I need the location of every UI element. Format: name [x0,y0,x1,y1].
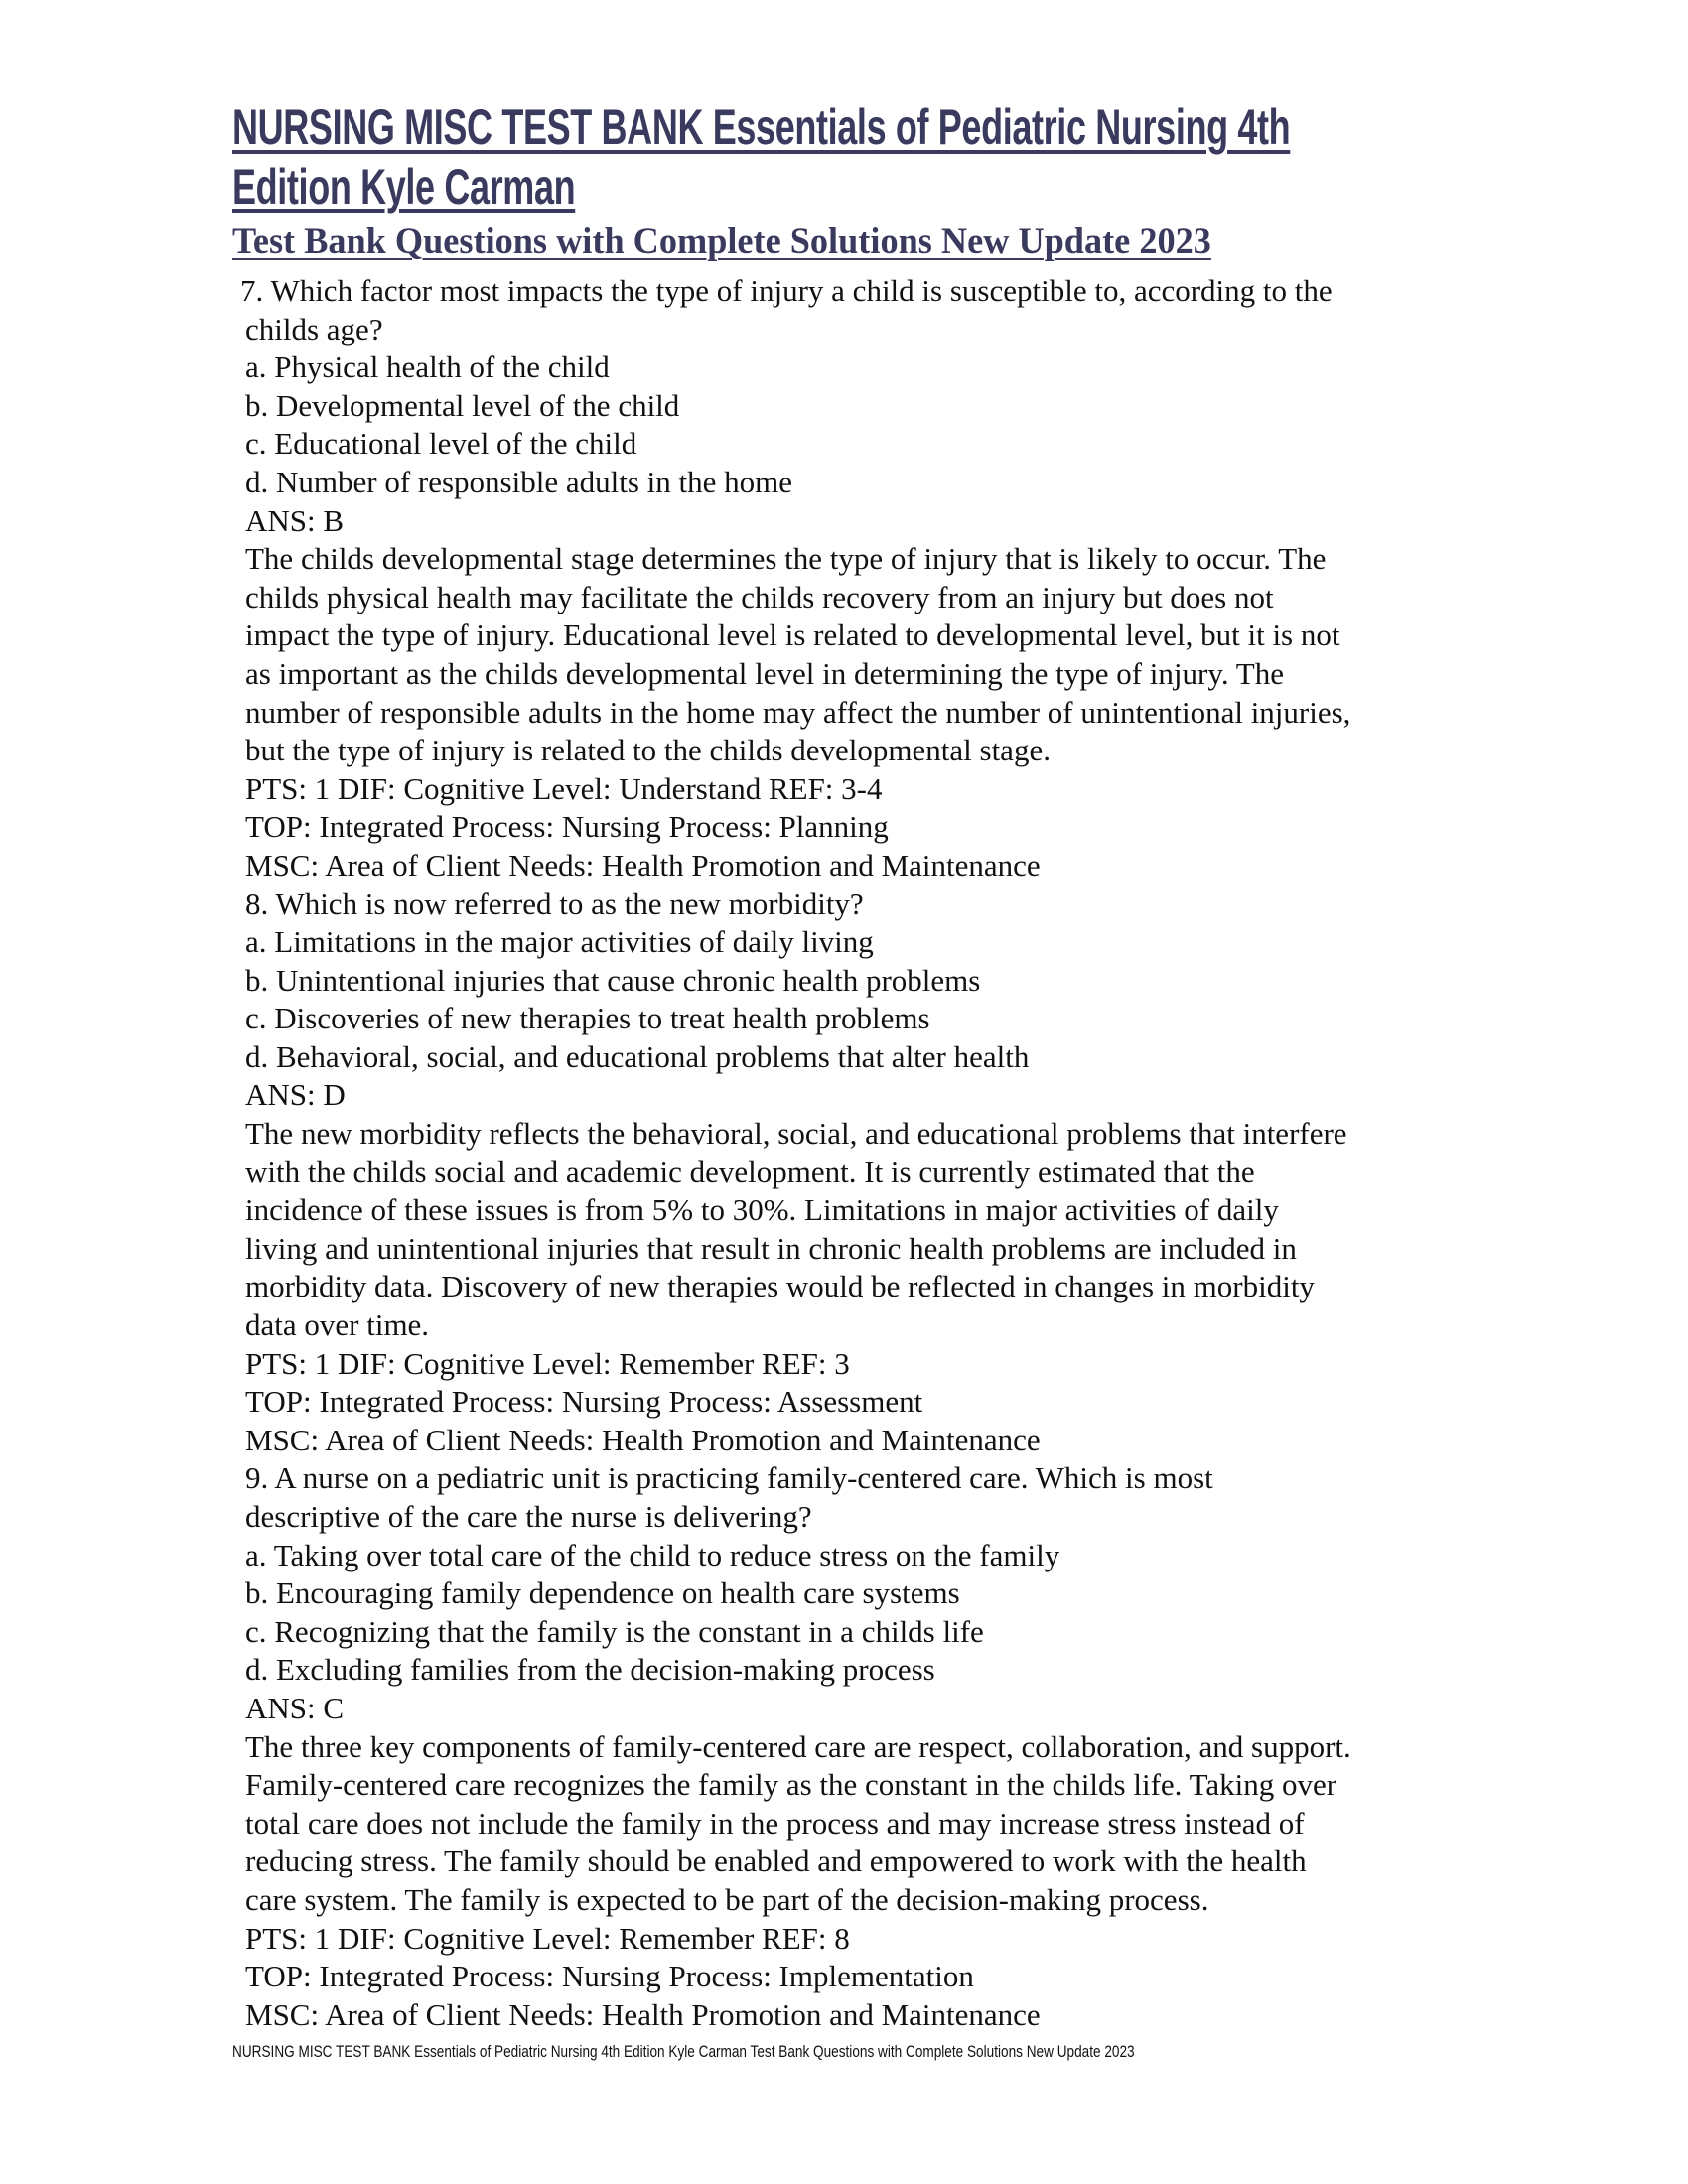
text-line: with the childs social and academic development. It is currently estimated that the [245,1154,1255,1189]
question-metadata: PTS: 1 DIF: Cognitive Level: Remember REF: 3 [245,1345,850,1381]
text-line: impact the type of injury. Educational level is related to developmental level, but it is not [245,617,1340,653]
answer-option: a. Physical health of the child [245,349,610,385]
text-line: The new morbidity reflects the behavioral, social, and educational problems that interfere [245,1116,1347,1152]
question-stem: 8. Which is now referred to as the new morbidity? [245,886,864,921]
answer-option: b. Developmental level of the child [245,387,680,423]
text-line: care system. The family is expected to be part of the decision-making process. [245,1881,1209,1917]
answer-option: a. Limitations in the major activities of daily living [245,924,874,960]
answer-option: a. Taking over total care of the child to reduce stress on the family [245,1537,1060,1572]
question-stem: 7. Which factor most impacts the type of injury a child is susceptible to, according to the [240,273,1333,308]
page-footer: NURSING MISC TEST BANK Essentials of Pediatric Nursing 4th Edition Kyle Carman Test Bank Questions with Complete Solutions New Update 2023 [232,2042,1135,2061]
text-line: number of responsible adults in the home may affect the number of unintentional injuries, [245,694,1351,730]
question-metadata: TOP: Integrated Process: Nursing Process: Planning [245,809,889,845]
text-line: but the type of injury is related to the childs developmental stage. [245,733,1051,768]
text-line: The three key components of family-centered care are respect, collaboration, and support. [245,1728,1351,1764]
answer-option: b. Unintentional injuries that cause chronic health problems [245,962,981,998]
text-line: Family-centered care recognizes the family as the constant in the childs life. Taking over [245,1767,1337,1803]
text-line: The childs developmental stage determines the type of injury that is likely to occur. The [245,541,1327,577]
answer-option: d. Excluding families from the decision-making process [245,1652,935,1688]
question-metadata: MSC: Area of Client Needs: Health Promotion and Maintenance [245,847,1041,883]
text-line: living and unintentional injuries that result in chronic health problems are included in [245,1230,1297,1266]
question-metadata: MSC: Area of Client Needs: Health Promotion and Maintenance [245,1996,1041,2032]
answer-key: ANS: B [245,502,345,538]
document-title-line-1: NURSING MISC TEST BANK Essentials of Pediatric Nursing 4th [232,99,1291,155]
question-metadata: TOP: Integrated Process: Nursing Process: Assessment [245,1384,923,1420]
answer-key: ANS: C [245,1690,345,1725]
text-line: incidence of these issues is from 5% to 30%. Limitations in major activities of daily [245,1192,1279,1228]
text-line: total care does not include the family in the process and may increase stress instead of [245,1805,1305,1841]
question-metadata: PTS: 1 DIF: Cognitive Level: Understand REF: 3-4 [245,770,883,806]
question-metadata: TOP: Integrated Process: Nursing Process: Implementation [245,1959,974,1994]
answer-option: c. Discoveries of new therapies to treat health problems [245,1001,930,1036]
question-metadata: PTS: 1 DIF: Cognitive Level: Remember REF: 8 [245,1920,850,1956]
answer-option: c. Educational level of the child [245,426,637,462]
text-line: data over time. [245,1307,430,1343]
answer-key: ANS: D [245,1077,346,1113]
text-line: childs age? [245,311,383,346]
answer-option: d. Number of responsible adults in the home [245,464,793,499]
text-line: childs physical health may facilitate the childs recovery from an injury but does not [245,579,1274,614]
document-subtitle: Test Bank Questions with Complete Solutions New Update 2023 [232,221,1211,262]
answer-option: c. Recognizing that the family is the constant in a childs life [245,1613,984,1649]
text-line: reducing stress. The family should be enabled and empowered to work with the health [245,1843,1307,1879]
text-line: descriptive of the care the nurse is delivering? [245,1499,812,1534]
question-stem: 9. A nurse on a pediatric unit is practicing family-centered care. Which is most [245,1460,1213,1496]
text-line: morbidity data. Discovery of new therapies would be reflected in changes in morbidity [245,1269,1315,1304]
document-title-line-2: Edition Kyle Carman [232,159,576,214]
text-line: as important as the childs developmental level in determining the type of injury. The [245,655,1284,691]
answer-option: b. Encouraging family dependence on health care systems [245,1575,960,1611]
answer-option: d. Behavioral, social, and educational problems that alter health [245,1038,1030,1074]
question-content [240,272,1486,2034]
question-metadata: MSC: Area of Client Needs: Health Promotion and Maintenance [245,1422,1041,1457]
